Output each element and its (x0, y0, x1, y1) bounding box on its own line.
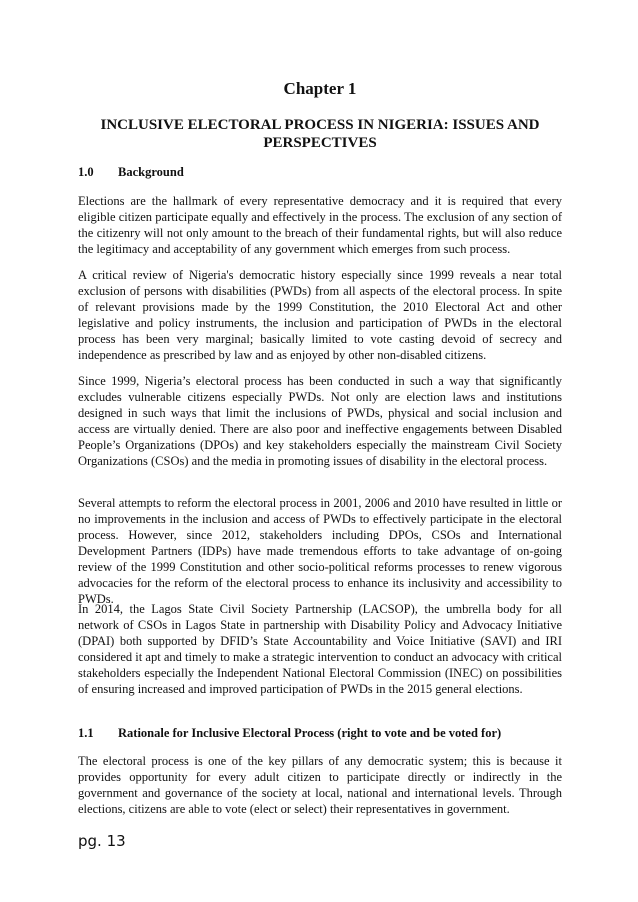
paragraph: Several attempts to reform the electoral process in 2001, 2006 and 2010 have resulted in little or no improvements in the inclusion and access of PWDs to effectively participate in the electoral process. However, since 2012, stakeholders including DPOs, CSOs and International Development Partners (IDPs) have made tremendous efforts to take advantage of on-going review of the 1999 Constitution and other socio-political reforms processes to renew vigorous advocacies for the reform of the electoral process to enhance its inclusivity and accessibility to PWDs. (78, 496, 562, 606)
paragraph: A critical review of Nigeria's democratic history especially since 1999 reveals a near total exclusion of persons with disabilities (PWDs) from all aspects of the electoral process. In spite of relevant provisions made by the 1999 Constitution, the 2010 Electoral Act and other legislative and policy instruments, the inclusion and participation of PWDs in the electoral process has been very marginal; basically limited to vote casting devoid of secrecy and independence as prescribed by law and as enjoyed by other non-disabled citizens. (78, 268, 562, 362)
document-title: INCLUSIVE ELECTORAL PROCESS IN NIGERIA: ISSUES AND PERSPECTIVES (100, 117, 540, 151)
section-number: 1.1 (78, 726, 94, 740)
paragraph: Since 1999, Nigeria’s electoral process has been conducted in such a way that significantly excludes vulnerable citizens especially PWDs. Not only are election laws and institutions designed in such ways that limit the inclusions of PWDs, physical and social inclusion and access are virtually denied. There are also poor and ineffective engagements between Disabled People’s Organizations (DPOs) and key stakeholders especially the mainstream Civil Society Organizations (CSOs) and the media in promoting issues of disability in the electoral process. (78, 374, 562, 468)
page-number: pg. 13 (78, 832, 126, 850)
chapter-title: Chapter 1 (283, 79, 357, 98)
paragraph: Elections are the hallmark of every representative democracy and it is required that every eligible citizen participate equally and effectively in the process. The exclusion of any section of the citizenry will not only amount to the breach of their fundamental rights, but will also reduce the legitimacy and acceptability of any government which emerges from such process. (78, 194, 562, 256)
section-title: Background (118, 165, 184, 179)
paragraph: In 2014, the Lagos State Civil Society Partnership (LACSOP), the umbrella body for all network of CSOs in Lagos State in partnership with Disability Policy and Advocacy Initiative (DPAI) both supported by DFID’s State Accountability and Voice Initiative (SAVI) and IRI considered it apt and timely to make a strategic intervention to conduct an advocacy with critical stakeholders especially the Independent National Electoral Commission (INEC) on possibilities of ensuring increased and improved participation of PWDs in the 2015 general elections. (78, 602, 562, 696)
section-heading-background (78, 164, 184, 180)
section-heading-rationale (78, 725, 501, 741)
section-title: Rationale for Inclusive Electoral Process (right to vote and be voted for) (118, 726, 502, 740)
paragraph: The electoral process is one of the key pillars of any democratic system; this is because it provides opportunity for every adult citizen to participate directly or indirectly in the government and governance of the society at local, national and international levels. Through elections, citizens are able to vote (elect or select) their representatives in government. (78, 754, 562, 816)
section-number: 1.0 (78, 165, 94, 179)
